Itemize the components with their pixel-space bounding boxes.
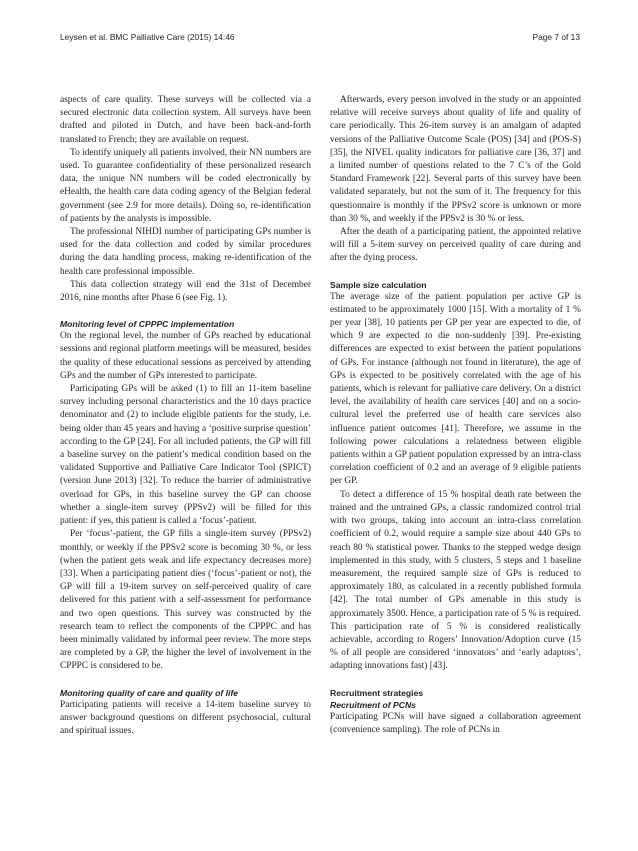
paragraph: Per ‘focus’-patient, the GP fills a single-item survey (PPSv2) monthly, or weekly if the PPSv2 score is becoming 30 %, or less (when the patient gets weak and life expectancy decreases more) [33]. When a participating patient dies (‘focus’-patient or not), the GP will fill a 19-item survey on self-perceived quality of care delivered for this patient with a self-assessment for performance and two open questions. This survey was constructed by the research team to reflect the components of the CPPPC and has been minimally validated by informal peer review. The more steps are completed by a GP, the higher the level of involvement in the CPPPC is considered to be. <box>60 529 311 672</box>
subsection-heading-monitoring-quality: Monitoring quality of care and quality of life <box>60 687 239 698</box>
paragraph: The average size of the patient population per active GP is estimated to be approximately 1000 [15]. With a mortality of 1 % per year [38], 10 patients per GP per year are expected to die, of which 9 are expected to die non-suddenly [39]. Pre-existing differences are expected to exist between the patient populations of GPs. For instance (although not found in literature), the age of GPs is expected to be positively correlated with the age of his patients, which is relevant for palliative care delivery. On a district level, the availability of health care services [40] and on a socio-cultural level the preferred use of health care services also influence patient outcomes [41]. Therefore, we assume in the following power calculations a relatedness between eligible patients within a GP patient population expressed by an intra-class correlation coefficient of 0.2 and an average of 9 eligible patients per GP. <box>330 291 581 487</box>
right-column <box>330 94 581 737</box>
paragraph: The professional NIHDI number of participating GPs number is used for the data collection and coded by similar procedures during the data handling process, making re-identification of the health care professional impossible. <box>60 227 311 277</box>
paragraph: After the death of a participating patient, the appointed relative will fill a 5-item survey on perceived quality of care during and after the dying process. <box>330 227 581 264</box>
section-heading-sample-size: Sample size calculation <box>330 279 427 290</box>
left-column <box>60 94 311 738</box>
paragraph: To detect a difference of 15 % hospital death rate between the trained and the untrained GPs, a classic randomized control trial with two groups, taking into account an intra-class correlation coefficient of 0.2, would require a sample size about 440 GPs to reach 80 % statistical power. Thanks to the stepped wedge design implemented in this study, with 5 clusters, 5 steps and 1 baseline measurement, the required sample size of GPs is reduced to approximately 180, as calculated in a recently published formula [42]. The total number of GPs amenable in this study is approximately 3500. Hence, a participation rate of 5 % is required. This participation rate of 5 % is considered realistically achievable, according to Rogers’ Innovation/Adoption curve (15 % of all people are considered ‘innovators’ and ‘early adaptors’, adapting innovations fast) [43]. <box>330 489 581 672</box>
paragraph: Participating PCNs will have signed a collaboration agreement (convenience sampling). The role of PCNs in <box>330 711 581 735</box>
paragraph: Participating patients will receive a 14-item baseline survey to answer background questions on different psychosocial, cultural and spiritual issues. <box>60 699 311 736</box>
paragraph: Afterwards, every person involved in the study or an appointed relative will receive surveys about quality of life and quality of care periodically. This 26-item survey is an amalgam of adapted versions of the Palliative Outcome Scale (POS) [34] and (POS-S) [35], the NIVEL quality indicators for palliative care [36, 37] and a limited number of questions related to the 7 C’s of the Gold Standard Framework [22]. Several parts of this survey have been validated separately, but not the sum of it. The frequency for this questionnaire is monthly if the PPSv2 score is unknown or more than 30 %, and weekly if the PPSv2 is 30 % or less. <box>330 95 581 224</box>
paragraph: This data collection strategy will end the 31st of December 2016, nine months after Phase 6 (see Fig. 1). <box>60 279 311 304</box>
paragraph: Participating GPs will be asked (1) to fill an 11-item baseline survey including personal characteristics and the 10 days practice denominator and (2) to include eligible patients for the study, i.e. being older than 45 years and having a ‘positive surprise question’ according to the GP [24]. For all included patients, the GP will fill a baseline survey on the patient’s medical condition based on the validated Supportive and Palliative Care Indicator Tool (SPICT)(version June 2013) [32]. To reduce the barrier of administrative overload for GPs, in this baseline survey the GP can choose whether a single-item survey (PPSv2) will be filled for this patient: if yes, this patient is called a ‘focus’-patient. <box>60 384 311 527</box>
paragraph: On the regional level, the number of GPs reached by educational sessions and regional platform meetings will be measured, besides the quality of these educational sessions as perceived by attending GPs and the number of GPs interested to participate. <box>60 331 311 381</box>
running-header <box>60 32 580 44</box>
subsection-heading-monitoring-level: Monitoring level of CPPPC implementation <box>60 319 235 330</box>
journal-citation: Leysen et al. BMC Palliative Care (2015) 14:46 <box>60 32 235 42</box>
paragraph: To identify uniquely all patients involved, their NN numbers are used. To guarantee confidentiality of these personalized research data, the unique NN numbers will be coded electronically by eHealth, the health care data coding agency of the Belgian federal government (see 2.9 for more details). Doing so, re-identification of patients by the analysts is impossible. <box>60 147 311 224</box>
subsection-heading-recruitment-pcns: Recruitment of PCNs <box>330 699 416 710</box>
page-number: Page 7 of 13 <box>532 32 580 42</box>
paragraph: aspects of care quality. These surveys will be collected via a secured electronic data collection system. All surveys have been drafted and piloted in Dutch, and have been back-and-forth translated to French; they are available on request. <box>60 95 311 145</box>
section-heading-recruitment: Recruitment strategies <box>330 687 424 698</box>
